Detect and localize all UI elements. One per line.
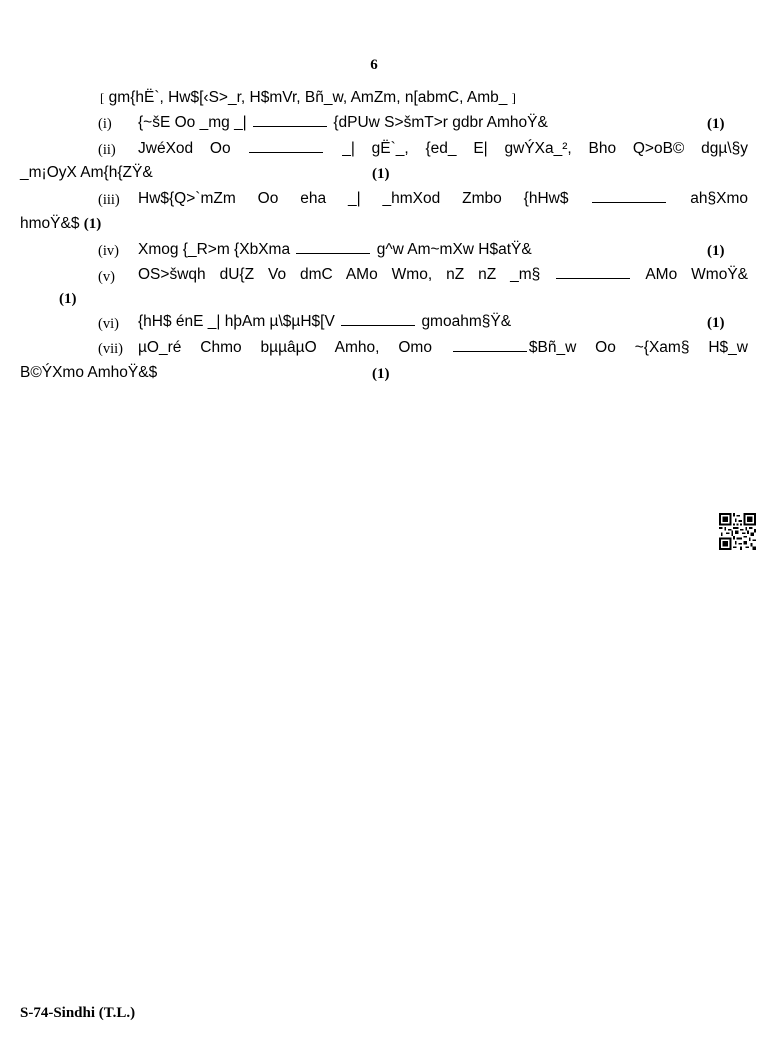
question-text-part: g^w Am~mXw H$atŸ&: [376, 241, 532, 258]
question-text-part: $Bñ_w Oo ~{Xam§ H$_w: [528, 339, 748, 356]
open-bracket: [: [100, 90, 105, 105]
question-text: [138, 114, 548, 132]
question-text-continued: [20, 215, 101, 233]
question-text-part: {dPUw S>šmT>r gdbr AmhoŸ&: [333, 114, 548, 131]
question-number: (iv): [98, 243, 119, 259]
answer-blank[interactable]: [253, 125, 327, 127]
question-text-part: µO_ré Chmo bµµâµO Amho, Omo: [138, 339, 432, 356]
answer-blank[interactable]: [296, 252, 370, 254]
question-text-part: ah§Xmo: [690, 190, 748, 207]
close-bracket: ]: [511, 90, 517, 105]
page-number: 6: [370, 57, 378, 73]
question-text-part: AMo WmoŸ&: [645, 266, 748, 283]
question-text-continued: _m¡OyX Am{h{ZŸ&: [20, 164, 153, 181]
marks: (1): [372, 366, 390, 382]
marks: (1): [707, 243, 725, 259]
question-text-part: gmoahm§Ÿ&: [421, 313, 512, 330]
question-number: (v): [98, 269, 115, 285]
question-text: [138, 266, 748, 284]
question-text-part: Hw${Q>`mZm Oo eha _| _hmXod Zmbo {hHw$: [138, 190, 569, 207]
marks: (1): [59, 291, 77, 307]
qr-code-icon: [719, 513, 756, 550]
answer-blank[interactable]: [341, 324, 415, 326]
answer-blank[interactable]: [249, 151, 323, 153]
question-text: [138, 140, 748, 158]
question-text-part: OS>šwqh dU{Z Vo dmC AMo Wmo, nZ nZ _m§: [138, 266, 541, 283]
question-text-part: _| gË`_, {ed_ E| gwÝXa_², Bho Q>oB© dgµ\§y: [342, 140, 748, 157]
marks: (1): [707, 315, 725, 331]
question-text: [138, 313, 511, 331]
question-text-part: {hH$ énE _| hþAm µ\$µH$[V: [138, 313, 335, 330]
answer-blank[interactable]: [556, 277, 630, 279]
question-number: (iii): [98, 192, 120, 208]
question-text-part: {~šE Oo _mg _|: [138, 114, 247, 131]
question-text-part: JwéXod Oo: [138, 140, 231, 157]
question-number: (i): [98, 116, 112, 132]
question-text-part: Xmog {_R>m {XbXma: [138, 241, 291, 258]
answer-blank[interactable]: [592, 201, 666, 203]
question-number: (ii): [98, 142, 116, 158]
question-text-continued: B©ÝXmo AmhoŸ&$: [20, 364, 158, 381]
question-text: [138, 241, 532, 259]
question-text: [138, 190, 748, 208]
question-text-part: hmoŸ&$: [20, 215, 80, 232]
question-text: [138, 339, 748, 357]
footer-code: S-74-Sindhi (T.L.): [20, 1005, 136, 1021]
answer-blank[interactable]: [453, 350, 527, 352]
marks: (1): [372, 166, 390, 182]
question-number: (vii): [98, 341, 123, 357]
marks: (1): [83, 216, 102, 232]
instruction-line: [100, 89, 516, 107]
question-number: (vi): [98, 316, 119, 332]
marks: (1): [707, 116, 725, 132]
word-bank: gm{hË`, Hw$[‹S>_r, H$mVr, Bñ_w, AmZm, n[abmC, Amb_: [108, 89, 508, 106]
